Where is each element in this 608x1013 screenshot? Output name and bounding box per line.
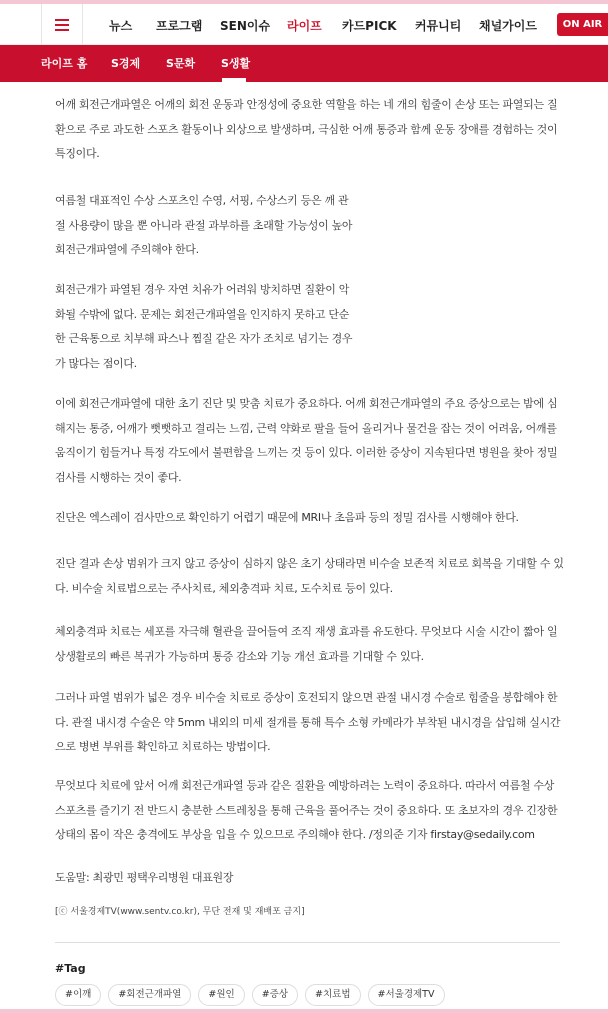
nav-item-card-pick[interactable]: 카드PICK — [342, 19, 397, 33]
copyright-notice: [ⓒ 서울경제TV(www.sentv.co.kr), 무단 전재 및 재배포 금지] — [55, 907, 305, 917]
sub-navigation-bar — [0, 45, 608, 82]
article-paragraph: 그러나 파열 범위가 넓은 경우 비수술 치료로 증상이 호전되지 않으면 관절 내시경 수술로 힘줄을 봉합해야 한다. 관절 내시경 수술은 약 5mm 내외의 미세 절개를 통해 특수 소형 카메라가 부착된 내시경을 삽입해 실시간으로 병변 부위를 확인하고 치료하는 방법이다. — [55, 691, 561, 753]
article-advisor: 도움말: 최광민 평택우리병원 대표원장 — [55, 871, 234, 884]
article-paragraph: 어깨 회전근개파열은 어깨의 회전 운동과 안정성에 중요한 역할을 하는 네 개의 힘줄이 손상 또는 파열되는 질환으로 주로 과도한 스포츠 활동이나 외상으로 발생하며, 극심한 어깨 통증과 함께 운동 장애를 경험하는 것이 특징이다. — [55, 98, 558, 160]
article-paragraph: 진단 결과 손상 범위가 크지 않고 증상이 심하지 않은 초기 상태라면 비수술 보존적 치료로 회복을 기대할 수 있다. 비수술 치료법으로는 주사치료, 체외충격파 치료, 도수치료 등이 있다. — [55, 557, 564, 595]
nav-item-news[interactable]: 뉴스 — [109, 19, 133, 33]
article-paragraph: 이에 회전근개파열에 대한 초기 진단 및 맞춤 치료가 중요하다. 어깨 회전근개파열의 주요 증상으로는 밤에 심해지는 통증, 어깨가 뻣뻣하고 결리는 느낌, 근력 약화로 팔을 들어 올리거나 물건을 잡는 것이 어려움, 어깨를 움직이기 힘들거나 특정 각도에서 불편함을 느끼는 것 등이 있다. 이러한 증상이 지속된다면 병원을 찾아 정밀 검사를 시행하는 것이 좋다. — [55, 397, 558, 484]
subnav-item-life-home[interactable]: 라이프 홈 — [41, 57, 88, 70]
active-subnav-indicator — [222, 78, 246, 82]
article-paragraph: 진단은 엑스레이 검사만으로 확인하기 어렵기 때문에 MRI나 초음파 등의 정밀 검사를 시행해야 한다. — [55, 511, 519, 524]
subnav-item-s-culture[interactable]: S문화 — [166, 57, 196, 70]
article-paragraph: 체외충격파 치료는 세포를 자극해 혈관을 끌어들여 조직 재생 효과를 유도한다. 무엇보다 시술 시간이 짧아 일상생활로의 빠른 복귀가 가능하며 통증 감소와 기능 개선 효과를 기대할 수 있다. — [55, 625, 558, 663]
article-paragraph: 회전근개가 파열된 경우 자연 치유가 어려워 방치하면 질환이 악화될 수밖에 없다. 문제는 회전근개파열을 인지하지 못하고 단순한 근육통으로 치부해 파스나 찜질 같은 자가 조치로 넘기는 경우가 많다는 점이다. — [55, 283, 353, 370]
nav-item-life[interactable]: 라이프 — [287, 19, 322, 33]
article-paragraph: 무엇보다 치료에 앞서 어깨 회전근개파열 등과 같은 질환을 예방하려는 노력이 중요하다. 따라서 여름철 수상 스포츠를 즐기기 전 반드시 충분한 스트레칭을 통해 근육을 풀어주는 것이 중요하다. 또 초보자의 경우 긴장한 상태의 몸이 작은 충격에도 부상을 입을 수 있으므로 주의해야 한다. /정의준 기자 firstay@sedaily.com — [55, 779, 558, 841]
tag-chip[interactable]: #서울경제TV — [368, 984, 445, 1006]
nav-item-community[interactable]: 커뮤니티 — [415, 19, 462, 33]
article-paragraph: 여름철 대표적인 수상 스포츠인 수영, 서핑, 수상스키 등은 깨 관절 사용량이 많을 뿐 아니라 관절 과부하를 초래할 가능성이 높아 회전근개파열에 주의해야 한다. — [55, 194, 353, 256]
divider — [55, 942, 560, 943]
nav-item-sen-issue[interactable]: SEN이슈 — [220, 19, 271, 33]
subnav-item-s-living[interactable]: S생활 — [221, 57, 251, 70]
hamburger-menu-icon[interactable] — [41, 4, 83, 45]
bottom-edge — [0, 1009, 608, 1013]
on-air-button[interactable]: ON AIR — [557, 13, 608, 36]
nav-item-program[interactable]: 프로그램 — [156, 19, 203, 33]
tag-chip[interactable]: #원인 — [198, 984, 244, 1006]
tag-list — [55, 984, 445, 1006]
tag-chip[interactable]: #증상 — [252, 984, 298, 1006]
nav-item-channel-guide[interactable]: 채널가이드 — [479, 19, 537, 33]
tag-chip[interactable]: #회전근개파열 — [108, 984, 191, 1006]
tag-chip[interactable]: #이깨 — [55, 984, 101, 1006]
top-navigation-bar — [0, 4, 608, 45]
subnav-item-s-economy[interactable]: S경제 — [111, 57, 141, 70]
tag-chip[interactable]: #치료법 — [305, 984, 361, 1006]
tag-section-title: #Tag — [55, 962, 86, 975]
